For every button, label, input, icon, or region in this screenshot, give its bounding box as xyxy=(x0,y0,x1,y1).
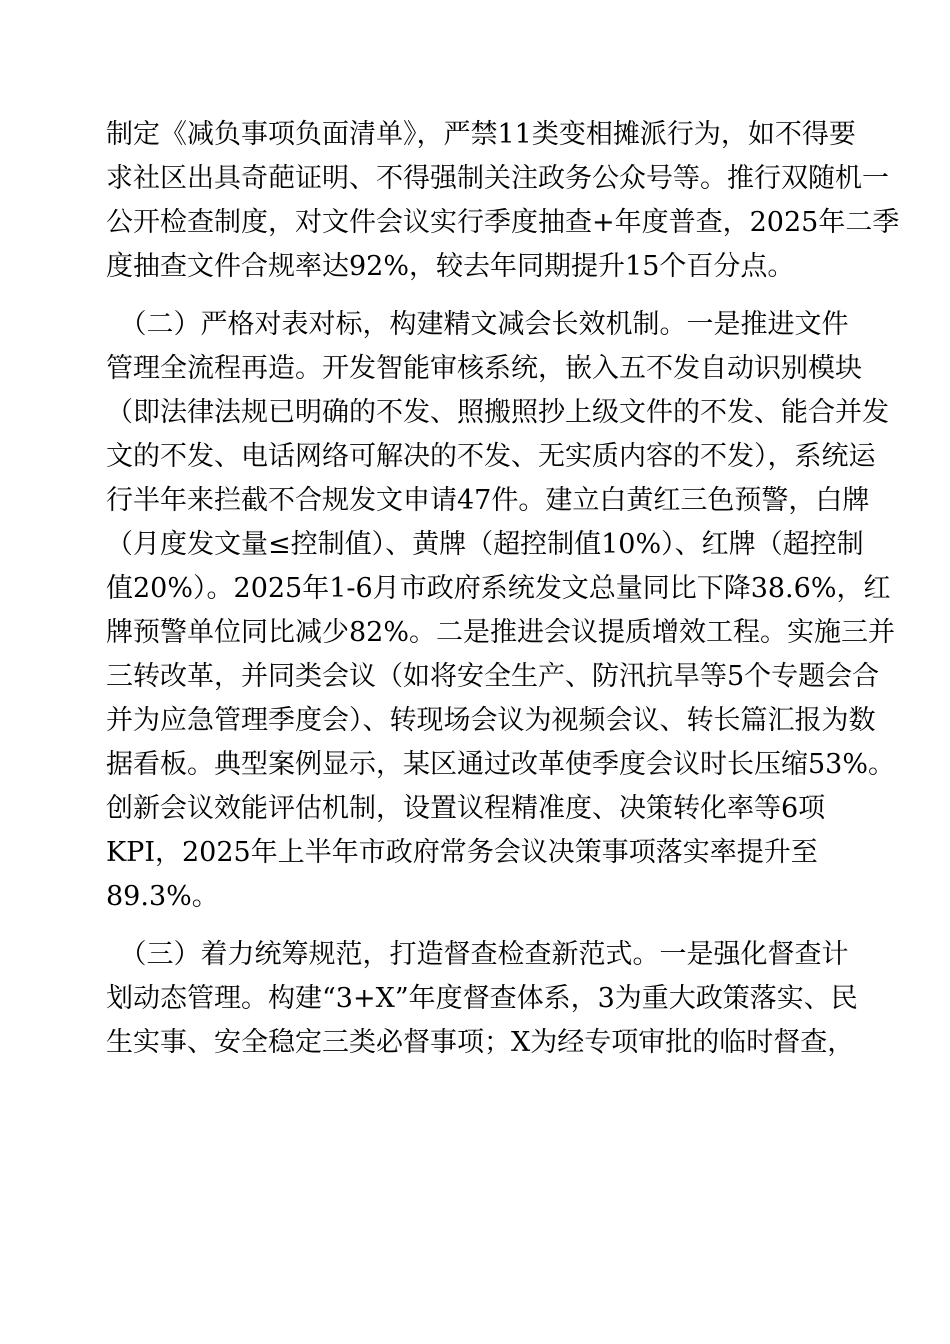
text-line: 度抽查文件合规率达92%，较去年同期提升15个百分点。 xyxy=(106,251,795,282)
text-line: 文的不发、电话网络可解决的不发、无实质内容的不发），系统运 xyxy=(106,441,876,472)
text-line: 求社区出具奇葩证明、不得强制关注政务公众号等。推行双随机一 xyxy=(106,163,889,194)
text-line: 划动态管理。构建“3+X”年度督查体系，3为重大政策落实、民 xyxy=(106,983,858,1014)
paragraph-2 xyxy=(106,303,896,919)
text-line: 89.3%。 xyxy=(106,881,219,912)
text-line: 制定《减负事项负面清单》，严禁11类变相摊派行为，如不得要 xyxy=(106,119,856,150)
text-line: （月度发文量≤控制值）、黄牌（超控制值10%）、红牌（超控制 xyxy=(106,529,864,560)
text-line: 值20%）。2025年1-6月市政府系统发文总量同比下降38.6%，红 xyxy=(106,573,891,604)
text-line: 牌预警单位同比减少82%。二是推进会议提质增效工程。实施三并 xyxy=(106,617,896,648)
text-line: 管理全流程再造。开发智能审核系统，嵌入五不发自动识别模块 xyxy=(106,353,862,384)
text-line: 并为应急管理季度会）、转现场会议为视频会议、转长篇汇报为数 xyxy=(106,705,876,736)
paragraph-1 xyxy=(106,113,900,289)
section-heading-line: （三）着力统筹规范，打造督查检查新范式。一是强化督查计 xyxy=(106,939,849,970)
section-heading-line: （二）严格对表对标，构建精文减会长效机制。一是推进文件 xyxy=(106,309,849,340)
text-line: （即法律法规已明确的不发、照搬照抄上级文件的不发、能合并发 xyxy=(106,397,889,428)
text-line: 生实事、安全稳定三类必督事项；X为经专项审批的临时督查， xyxy=(106,1027,855,1058)
document-page xyxy=(106,113,900,1079)
text-line: 行半年来拦截不合规发文申请47件。建立白黄红三色预警，白牌 xyxy=(106,485,870,516)
text-line: 三转改革，并同类会议（如将安全生产、防汛抗旱等5个专题会合 xyxy=(106,661,880,692)
text-line: 公开检查制度，对文件会议实行季度抽查+年度普查，2025年二季 xyxy=(106,207,900,238)
text-line: 据看板。典型案例显示，某区通过改革使季度会议时长压缩53%。 xyxy=(106,749,896,780)
text-line: 创新会议效能评估机制，设置议程精准度、决策转化率等6项 xyxy=(106,793,826,824)
paragraph-3 xyxy=(106,933,858,1065)
text-line: KPI，2025年上半年市政府常务会议决策事项落实率提升至 xyxy=(106,837,818,868)
